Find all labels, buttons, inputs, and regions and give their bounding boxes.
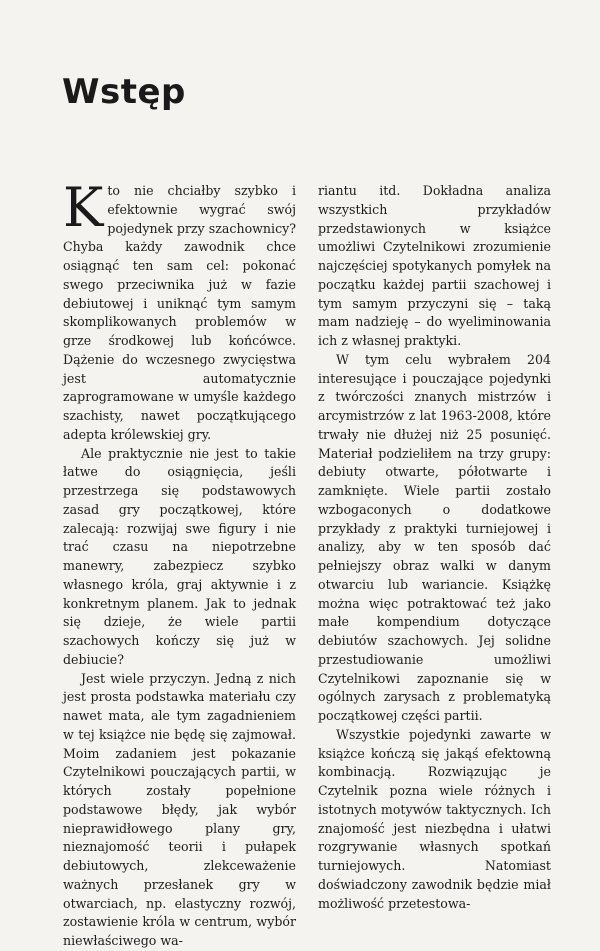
text-columns: [63, 176, 551, 948]
paragraph: riantu itd. Dokładna analiza wszystkich przykładów przedstawionych w książce umożliwi Czytelnikowi zrozumienie najczęściej spotykanych pomyłek na początku każdej partii szachowej i tym samym przyczyni się – taką mam nadzieję – do wyeliminowania ich z własnej praktyki.: [318, 183, 551, 348]
chapter-title: Wstęp: [62, 72, 186, 112]
paragraph: W tym celu wybrałem 204 interesujące i pouczające pojedynki z twórczości znanych mistrzów i arcymistrzów z lat 1963-2008, które trwały nie dłużej niż 25 posunięć. Materiał podzieliłem na trzy grupy: debiuty otwarte, półotwarte i zamknięte. Wiele partii zostało wzbogaconych o dodatkowe przykłady z praktyki turniejowej i analizy, aby w ten sposób dać pełniejszy obraz walki w danym otwarciu lub wariancie. Książkę można więc potraktować też jako małe kompendium dotyczące debiutów szachowych. Jej solidne przestudiowanie umożliwi Czytelnikowi zapoznanie się w ogólnych zarysach z problematyką początkowej części partii.: [318, 351, 551, 723]
drop-cap: K: [63, 176, 104, 239]
right-column: [318, 182, 551, 911]
paragraph: [63, 176, 296, 445]
left-column: [63, 176, 296, 948]
paragraph-text: to nie chciałby szybko i efektownie wygrać swój pojedynek przy szachownicy? Chyba każdy zawodnik chce osiągnąć ten sam cel: pokonać swego przeciwnika już w fazie debiutowej i uniknąć tym samym skomplikowanych problemów w grze środkowej lub końcówce. Dążenie do wczesnego zwycięstwa jest automatycznie zaprogramowane w umyśle każdego szachisty, nawet początkującego adepta królewskiej gry.: [63, 183, 296, 442]
paragraph: Ale praktycznie nie jest to takie łatwe do osiągnięcia, jeśli przestrzega się podstawowych zasad gry początkowej, które zalecają: rozwijaj swe figury i nie trać czasu na niepotrzebne manewry, zabezpiecz szybko własnego króla, graj aktywnie i z konkretnym planem. Jak to jednak się dzieje, że wiele partii szachowych kończy się już w debiucie?: [63, 445, 296, 667]
paragraph: Jest wiele przyczyn. Jedną z nich jest prosta podstawka materiału czy nawet mata, ale tym zagadnieniem w tej książce nie będę się zajmował. Moim zadaniem jest pokazanie Czytelnikowi pouczających partii, w których zostały popełnione podstawowe błędy, jak wybór nieprawidłowego plany gry, nieznajomość teorii i pułapek debiutowych, zlekceważenie ważnych przesłanek gry w otwarciach, np. elastyczny rozwój, zostawienie króla w centrum, wybór niewłaściwego wa-: [63, 670, 296, 948]
paragraph: Wszystkie pojedynki zawarte w książce kończą się jakąś efektowną kombinacją. Rozwiązując je Czytelnik pozna wiele różnych i istotnych motywów taktycznych. Ich znajomość jest niezbędna i ułatwi rozgrywanie własnych spotkań turniejowych. Natomiast doświadczony zawodnik będzie miał możliwość przetestowa-: [318, 726, 551, 911]
